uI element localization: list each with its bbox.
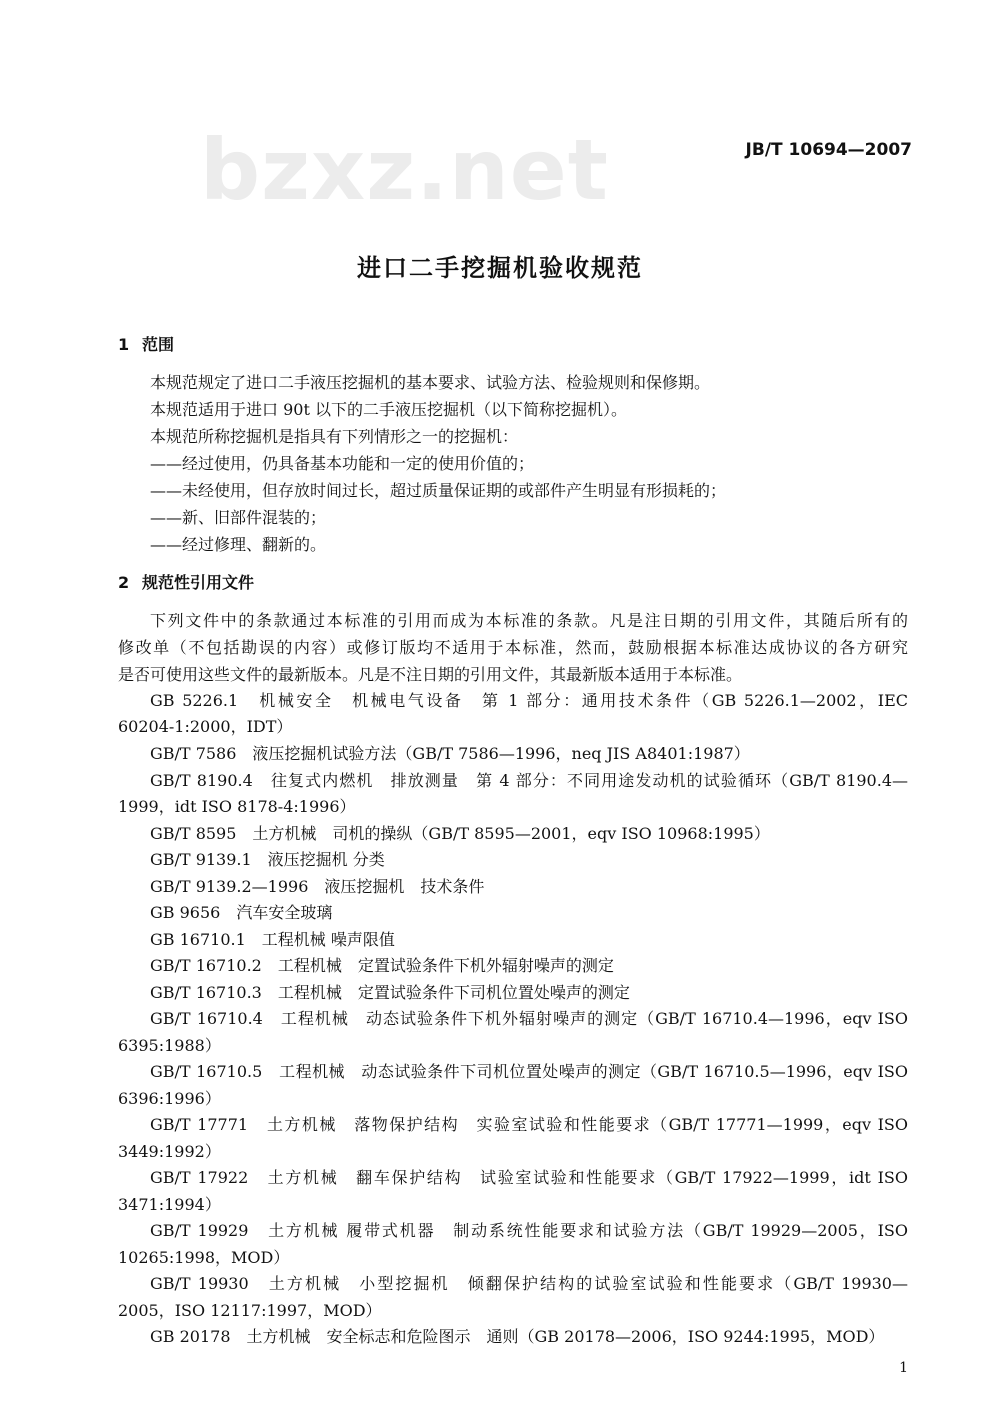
reference-item-continued: 2005，ISO 12117:1997，MOD） — [118, 1301, 382, 1320]
reference-item: GB/T 19929 土方机械 履带式机器 制动系统性能要求和试验方法（GB/T 19929—2005，ISO — [150, 1221, 908, 1240]
section-number: 2 — [118, 573, 130, 592]
page-title: 进口二手挖掘机验收规范 — [357, 254, 643, 282]
paragraph-line: 下列文件中的条款通过本标准的引用而成为本标准的条款。凡是注日期的引用文件，其随后所有的 — [150, 611, 908, 630]
reference-item: GB/T 7586 液压挖掘机试验方法（GB/T 7586—1996，neq JIS A8401:1987） — [150, 744, 750, 763]
reference-item: GB/T 16710.3 工程机械 定置试验条件下司机位置处噪声的测定 — [150, 983, 630, 1002]
list-item: ——新、旧部件混装的； — [150, 508, 327, 527]
reference-item: GB/T 9139.1 液压挖掘机 分类 — [150, 850, 385, 869]
section-number: 1 — [118, 335, 130, 354]
paragraph: 本规范规定了进口二手液压挖掘机的基本要求、试验方法、检验规则和保修期。 — [150, 373, 711, 392]
reference-item: GB 5226.1 机械安全 机械电气设备 第 1 部分：通用技术条件（GB 5226.1—2002，IEC — [150, 691, 908, 710]
reference-item-continued: 3471:1994） — [118, 1195, 221, 1214]
section-title: 规范性引用文件 — [142, 573, 255, 592]
reference-item: GB/T 8190.4 往复式内燃机 排放测量 第 4 部分：不同用途发动机的试验循环（GB/T 8190.4— — [150, 771, 908, 790]
reference-item: GB 9656 汽车安全玻璃 — [150, 903, 333, 922]
reference-item: GB 20178 土方机械 安全标志和危险图示 通则（GB 20178—2006，ISO 9244:1995，MOD） — [150, 1327, 885, 1346]
list-item: ——未经使用，但存放时间过长，超过质量保证期的或部件产生明显有形损耗的； — [150, 481, 727, 500]
section-title: 范围 — [142, 335, 175, 354]
list-item: ——经过修理、翻新的。 — [150, 535, 327, 554]
reference-item: GB/T 16710.2 工程机械 定置试验条件下机外辐射噪声的测定 — [150, 956, 614, 975]
reference-item: GB/T 19930 土方机械 小型挖掘机 倾翻保护结构的试验室试验和性能要求（GB/T 19930— — [150, 1274, 908, 1293]
page-number: 1 — [899, 1360, 908, 1376]
paragraph: 本规范所称挖掘机是指具有下列情形之一的挖掘机： — [150, 427, 519, 446]
paragraph-line: 修改单（不包括勘误的内容）或修订版均不适用于本标准，然而，鼓励根据本标准达成协议的各方研究 — [118, 638, 908, 657]
standard-code: JB/T 10694—2007 — [745, 140, 912, 160]
reference-item-continued: 3449:1992） — [118, 1142, 221, 1161]
reference-item: GB/T 17922 土方机械 翻车保护结构 试验室试验和性能要求（GB/T 17922—1999，idt ISO — [150, 1168, 908, 1187]
reference-item-continued: 6395:1988） — [118, 1036, 221, 1055]
reference-item: GB/T 8595 土方机械 司机的操纵（GB/T 8595—2001，eqv ISO 10968:1995） — [150, 824, 770, 843]
section-2-heading — [118, 570, 254, 593]
section-1-heading — [118, 332, 174, 355]
paragraph-line: 是否可使用这些文件的最新版本。凡是不注日期的引用文件，其最新版本适用于本标准。 — [118, 665, 743, 684]
list-item: ——经过使用，仍具备基本功能和一定的使用价值的； — [150, 454, 535, 473]
reference-item-continued: 1999，idt ISO 8178-4:1996） — [118, 797, 356, 816]
paragraph: 本规范适用于进口 90t 以下的二手液压挖掘机（以下简称挖掘机）。 — [150, 400, 627, 419]
reference-item-continued: 60204-1:2000，IDT） — [118, 717, 293, 736]
watermark: bzxz.net — [200, 121, 609, 219]
reference-item: GB/T 17771 土方机械 落物保护结构 实验室试验和性能要求（GB/T 17771—1999，eqv ISO — [150, 1115, 908, 1134]
reference-item-continued: 6396:1996） — [118, 1089, 221, 1108]
reference-item: GB/T 16710.5 工程机械 动态试验条件下司机位置处噪声的测定（GB/T 16710.5—1996，eqv ISO — [150, 1062, 908, 1081]
reference-item: GB/T 16710.4 工程机械 动态试验条件下机外辐射噪声的测定（GB/T 16710.4—1996，eqv ISO — [150, 1009, 908, 1028]
reference-item-continued: 10265:1998，MOD） — [118, 1248, 290, 1267]
reference-item: GB 16710.1 工程机械 噪声限值 — [150, 930, 395, 949]
reference-item: GB/T 9139.2—1996 液压挖掘机 技术条件 — [150, 877, 485, 896]
